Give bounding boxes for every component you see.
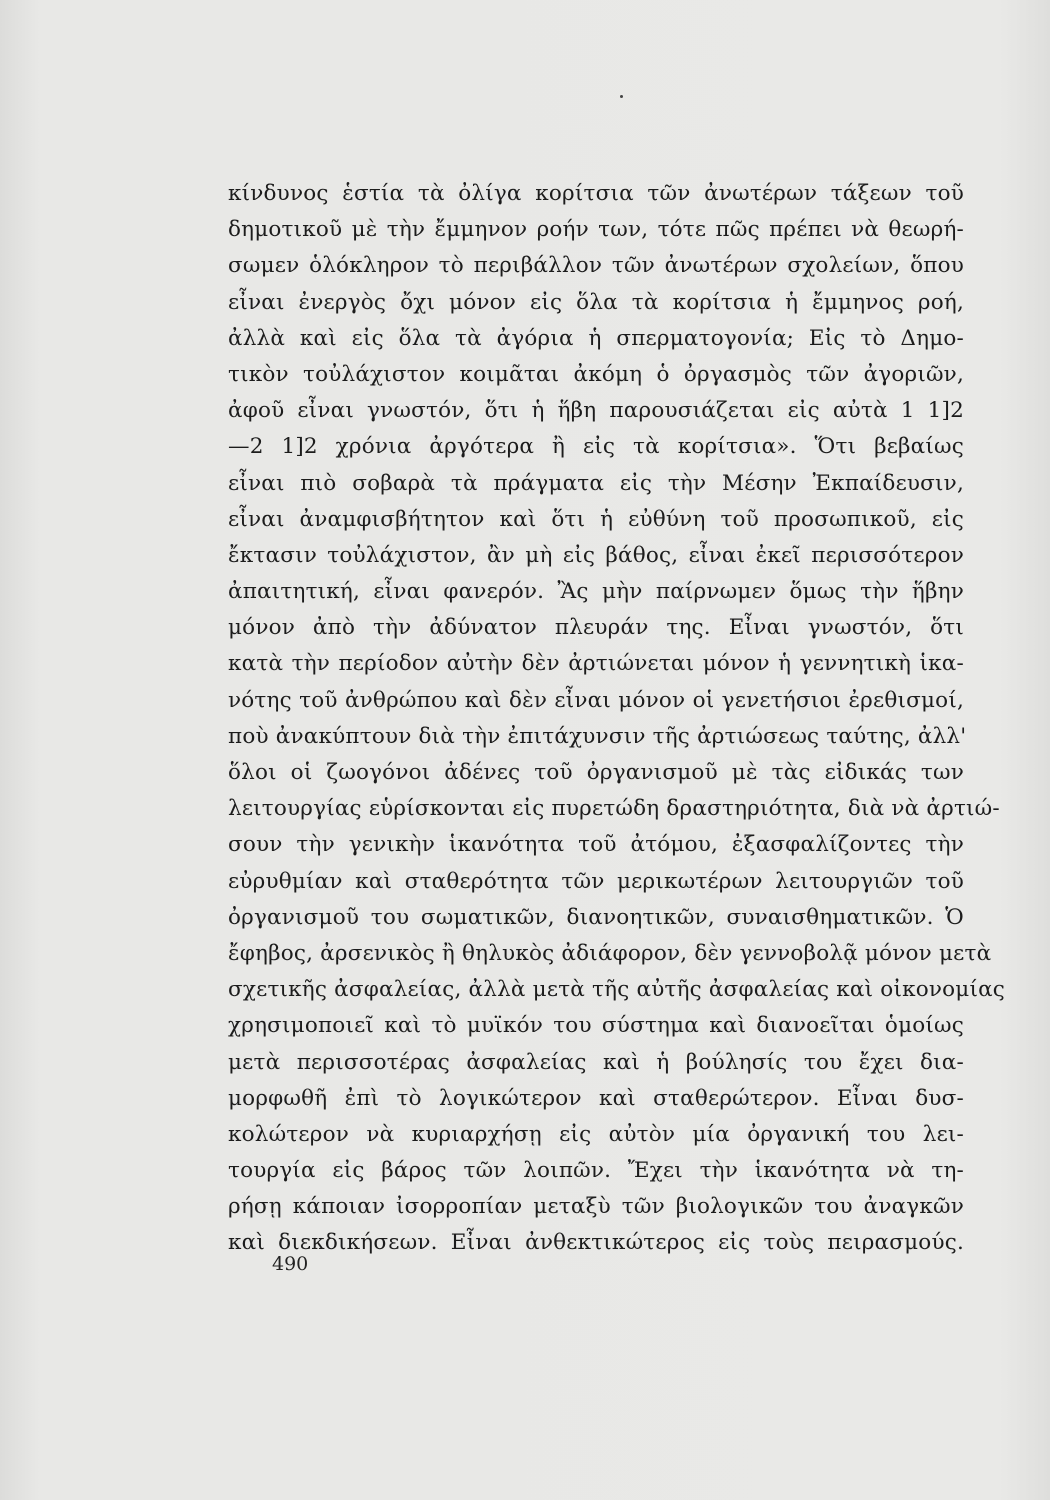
text-line: ἀπαιτητική, εἶναι φανερόν. Ἂς μὴν παίρνωμεν ὅμως τὴν ἥβην bbox=[228, 579, 964, 605]
page-number: 490 bbox=[272, 1253, 309, 1275]
text-line: ἀφοῦ εἶναι γνωστόν, ὅτι ἡ ἥβη παρουσιάζεται εἰς αὐτὰ 1 1]2 bbox=[228, 398, 964, 424]
text-line: σωμεν ὁλόκληρον τὸ περιβάλλον τῶν ἀνωτέρων σχολείων, ὅπου bbox=[228, 253, 964, 279]
text-line: δημοτικοῦ μὲ τὴν ἔμμηνον ροήν των, τότε πῶς πρέπει νὰ θεωρή- bbox=[228, 217, 964, 243]
text-line: εἶναι ἀναμφισβήτητον καὶ ὅτι ἡ εὐθύνη τοῦ προσωπικοῦ, εἰς bbox=[228, 506, 964, 532]
text-line: μορφωθῆ ἐπὶ τὸ λογικώτερον καὶ σταθερώτερον. Εἶναι δυσ- bbox=[228, 1085, 964, 1111]
text-line: μετὰ περισσοτέρας ἀσφαλείας καὶ ἡ βούλησίς του ἔχει δια- bbox=[228, 1049, 964, 1075]
text-line: χρησιμοποιεῖ καὶ τὸ μυϊκόν του σύστημα καὶ διανοεῖται ὁμοίως bbox=[228, 1013, 964, 1039]
text-line: κολώτερον νὰ κυριαρχήσῃ εἰς αὐτὸν μία ὀργανική του λει- bbox=[228, 1121, 964, 1147]
text-line: εὐρυθμίαν καὶ σταθερότητα τῶν μερικωτέρων λειτουργιῶν τοῦ bbox=[228, 868, 964, 894]
text-line: λειτουργίας εὑρίσκονται εἰς πυρετώδη δραστηριότητα, διὰ νὰ ἀρτιώ- bbox=[228, 796, 1000, 822]
text-line: σχετικῆς ἀσφαλείας, ἀλλὰ μετὰ τῆς αὐτῆς ἀσφαλείας καὶ οἰκονομίας bbox=[228, 977, 1006, 1003]
text-line: νότης τοῦ ἀνθρώπου καὶ δὲν εἶναι μόνον οἱ γενετήσιοι ἐρεθισμοί, bbox=[228, 687, 964, 713]
text-line: ἔκτασιν τοὐλάχιστον, ἂν μὴ εἰς βάθος, εἶναι ἐκεῖ περισσότερον bbox=[228, 542, 964, 568]
text-line: ὅλοι οἱ ζωογόνοι ἀδένες τοῦ ὀργανισμοῦ μὲ τὰς εἰδικάς των bbox=[228, 760, 964, 785]
text-line: ποὺ ἀνακύπτουν διὰ τὴν ἐπιτάχυνσιν τῆς ἀρτιώσεως ταύτης, ἀλλ' bbox=[228, 723, 967, 749]
text-line: κατὰ τὴν περίοδον αὐτὴν δὲν ἀρτιώνεται μόνον ἡ γεννητικὴ ἱκα- bbox=[228, 651, 964, 677]
text-line: ὀργανισμοῦ του σωματικῶν, διανοητικῶν, συναισθηματικῶν. Ὁ bbox=[228, 904, 964, 930]
text-line: ρήσῃ κάποιαν ἰσορροπίαν μεταξὺ τῶν βιολογικῶν του ἀναγκῶν bbox=[228, 1194, 964, 1220]
text-line: —2 1]2 χρόνια ἀργότερα ἢ εἰς τὰ κορίτσια». Ὅτι βεβαίως bbox=[228, 434, 964, 460]
text-line: ἔφηβος, ἀρσενικὸς ἢ θηλυκὸς ἀδιάφορον, δὲν γεννοβολᾷ μόνον μετὰ bbox=[228, 940, 992, 966]
text-line: σουν τὴν γενικὴν ἱκανότητα τοῦ ἀτόμου, ἐξασφαλίζοντες τὴν bbox=[228, 832, 964, 858]
body-text bbox=[228, 176, 1006, 1262]
text-line: κίνδυνος ἑστία τὰ ὀλίγα κορίτσια τῶν ἀνωτέρων τάξεων τοῦ bbox=[228, 181, 964, 206]
text-line: εἶναι πιὸ σοβαρὰ τὰ πράγματα εἰς τὴν Μέσην Ἐκπαίδευσιν, bbox=[228, 470, 964, 496]
text-line: ἀλλὰ καὶ εἰς ὅλα τὰ ἀγόρια ἡ σπερματογονία; Εἰς τὸ Δημο- bbox=[228, 325, 964, 351]
text-line: τικὸν τοὐλάχιστον κοιμᾶται ἀκόμη ὁ ὀργασμὸς τῶν ἀγοριῶν, bbox=[228, 361, 964, 387]
ink-speck bbox=[620, 95, 623, 98]
text-line: τουργία εἰς βάρος τῶν λοιπῶν. Ἔχει τὴν ἱκανότητα νὰ τη- bbox=[228, 1158, 964, 1184]
text-line: μόνον ἀπὸ τὴν ἀδύνατον πλευράν της. Εἶναι γνωστόν, ὅτι bbox=[228, 615, 964, 641]
text-line: καὶ διεκδικήσεων. Εἶναι ἀνθεκτικώτερος εἰς τοὺς πειρασμούς. bbox=[228, 1230, 964, 1256]
text-line: εἶναι ἐνεργὸς ὄχι μόνον εἰς ὅλα τὰ κορίτσια ἡ ἔμμηνος ροή, bbox=[228, 289, 964, 315]
